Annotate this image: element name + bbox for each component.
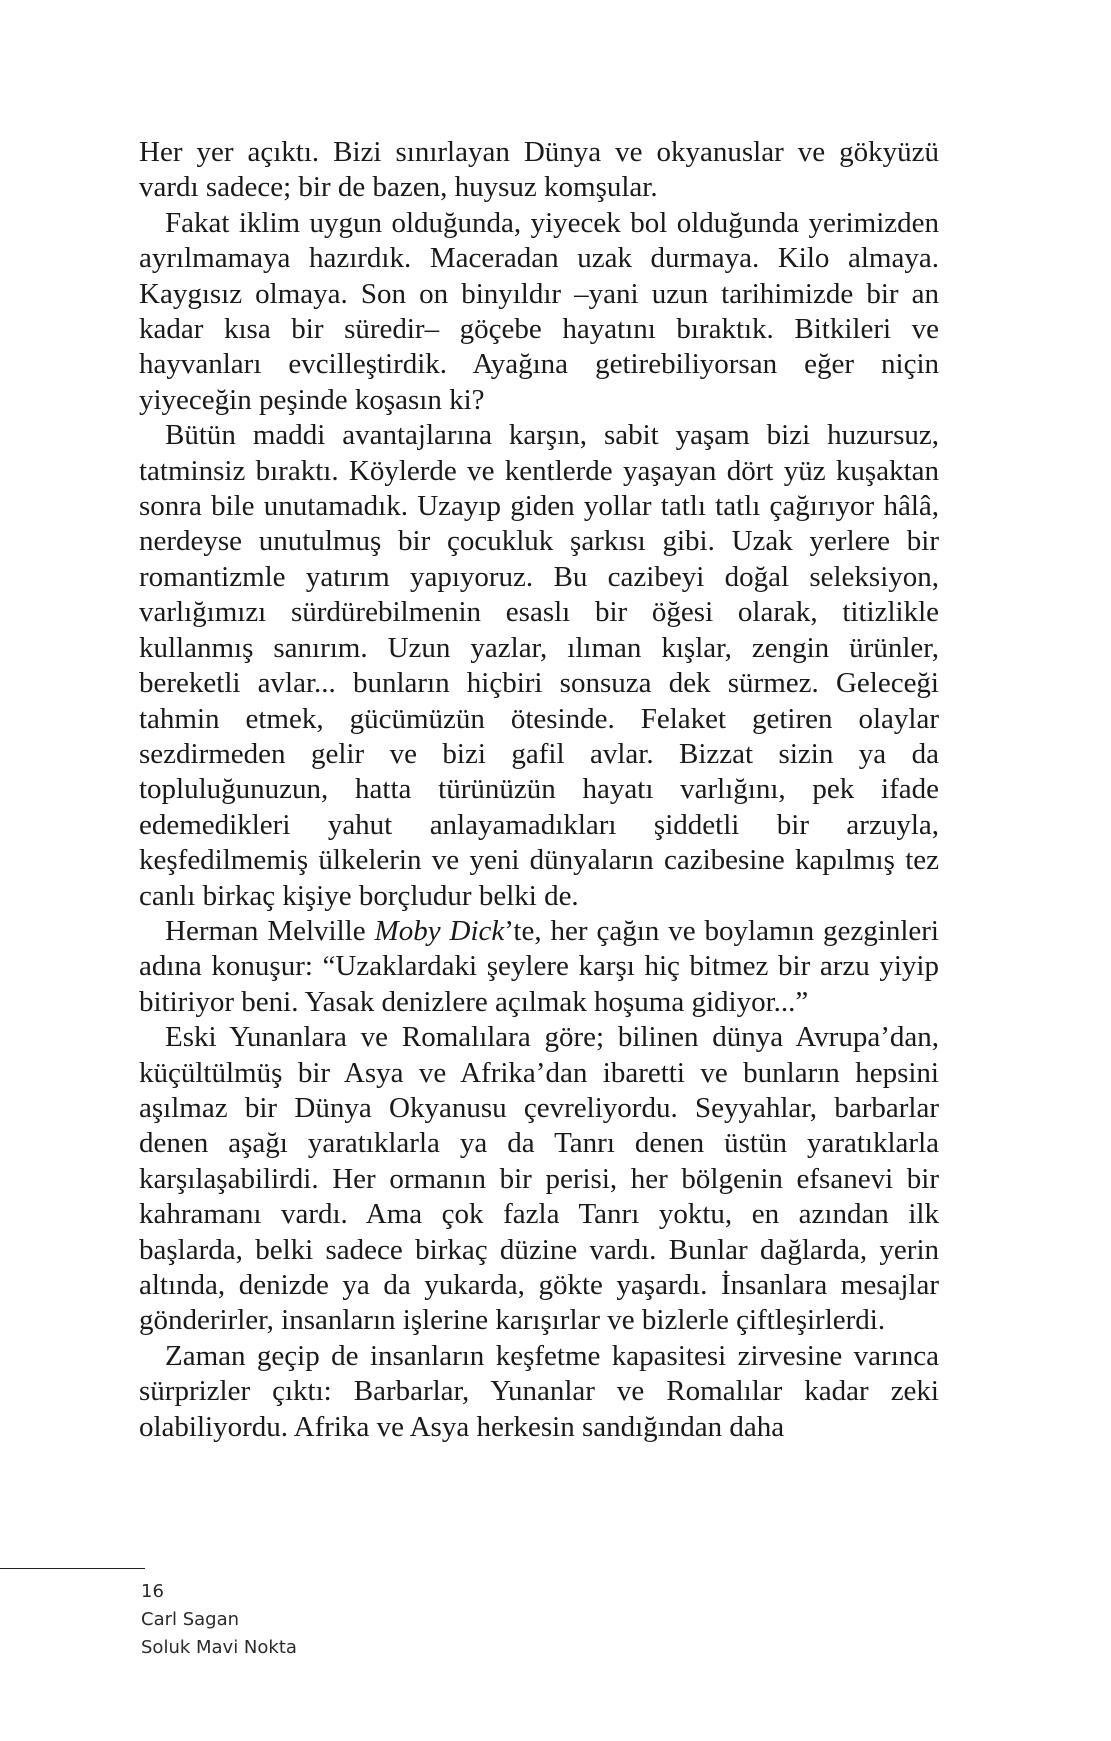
book-title-emphasis: Moby Dick xyxy=(374,914,505,947)
footer-author: Carl Sagan xyxy=(141,1609,240,1630)
paragraph-text: Herman Melville xyxy=(165,914,375,947)
page-footer xyxy=(141,1578,297,1662)
paragraph: Eski Yunanlara ve Romalılara göre; bilinen dünya Avrupa’dan, küçültülmüş bir Asya ve Afrika’dan ibaretti ve bunların hepsini aşılmaz bir Dünya Okyanusu çevreliyordu. Seyyahlar, barbarlar denen aşağı yaratıklarla ya da Tanrı denen üstün yaratıklarla karşılaşabilirdi. Her ormanın bir perisi, her bölgenin efsanevi bir kahramanı vardı. Ama çok fazla Tanrı yoktu, en azından ilk başlarda, belki sadece birkaç düzine vardı. Bunlar dağlarda, yerin altında, denizde ya da yukarda, gökte yaşardı. İnsanlara mesajlar gönderirler, insanların işlerine karışırlar ve bizlerle çiftleşirlerdi. xyxy=(139,1021,939,1337)
paragraph: Her yer açıktı. Bizi sınırlayan Dünya ve okyanuslar ve gökyüzü vardı sadece; bir de bazen, huysuz komşular. xyxy=(139,136,939,204)
page-number: 16 xyxy=(141,1581,164,1602)
footer-divider xyxy=(0,1568,145,1569)
paragraph: Fakat iklim uygun olduğunda, yiyecek bol olduğunda yerimizden ayrılmamaya hazırdık. Maceradan uzak durmaya. Kilo almaya. Kaygısız olmaya. Son on binyıldır –yani uzun tarihimizde bir an kadar kısa bir süredir– göçebe hayatını bıraktık. Bitkileri ve hayvanları evcilleştirdik. Ayağına getirebiliyorsan eğer niçin yiyeceğin peşinde koşasın ki? xyxy=(139,206,939,416)
paragraph: Bütün maddi avantajlarına karşın, sabit yaşam bizi huzursuz, tatminsiz bıraktı. Köylerde ve kentlerde yaşayan dört yüz kuşaktan sonra bile unutamadık. Uzayıp giden yollar tatlı tatlı çağırıyor hâlâ, nerdeyse unutulmuş bir çocukluk şarkısı gibi. Uzak yerlere bir romantizmle yatırım yapıyoruz. Bu cazibeyi doğal seleksiyon, varlığımızı sürdürebilmenin esaslı bir öğesi olarak, titizlikle kullanmış sanırım. Uzun yazlar, ılıman kışlar, zengin ürünler, bereketli avlar... bunların hiçbiri sonsuza dek sürmez. Geleceği tahmin etmek, gücümüzün ötesinde. Felaket getiren olaylar sezdirmeden gelir ve bizi gafil avlar. Bizzat sizin ya da topluluğunuzun, hatta türünüzün hayatı varlığını, pek ifade edemedikleri yahut anlayamadıkları şiddetli bir arzuyla, keşfedilmemiş ülkelerin ve yeni dünyaların cazibesine kapılmış tez canlı birkaç kişiye borçludur belki de. xyxy=(139,419,939,912)
paragraph-text: ’te, her çağın ve boylamın gezginleri adına konuşur: “Uzaklardaki şeylere karşı hiç bitmez bir arzu yiyip bitiriyor beni. Yasak denizlere açılmak hoşuma gidiyor...” xyxy=(139,914,939,1018)
body-text xyxy=(139,135,939,1445)
paragraph xyxy=(139,914,939,1020)
footer-book-title: Soluk Mavi Nokta xyxy=(141,1637,297,1658)
paragraph: Zaman geçip de insanların keşfetme kapasitesi zirvesine varınca sürprizler çıktı: Barbarlar, Yunanlar ve Romalılar kadar zeki olabiliyordu. Afrika ve Asya herkesin sandığından daha xyxy=(139,1339,939,1443)
